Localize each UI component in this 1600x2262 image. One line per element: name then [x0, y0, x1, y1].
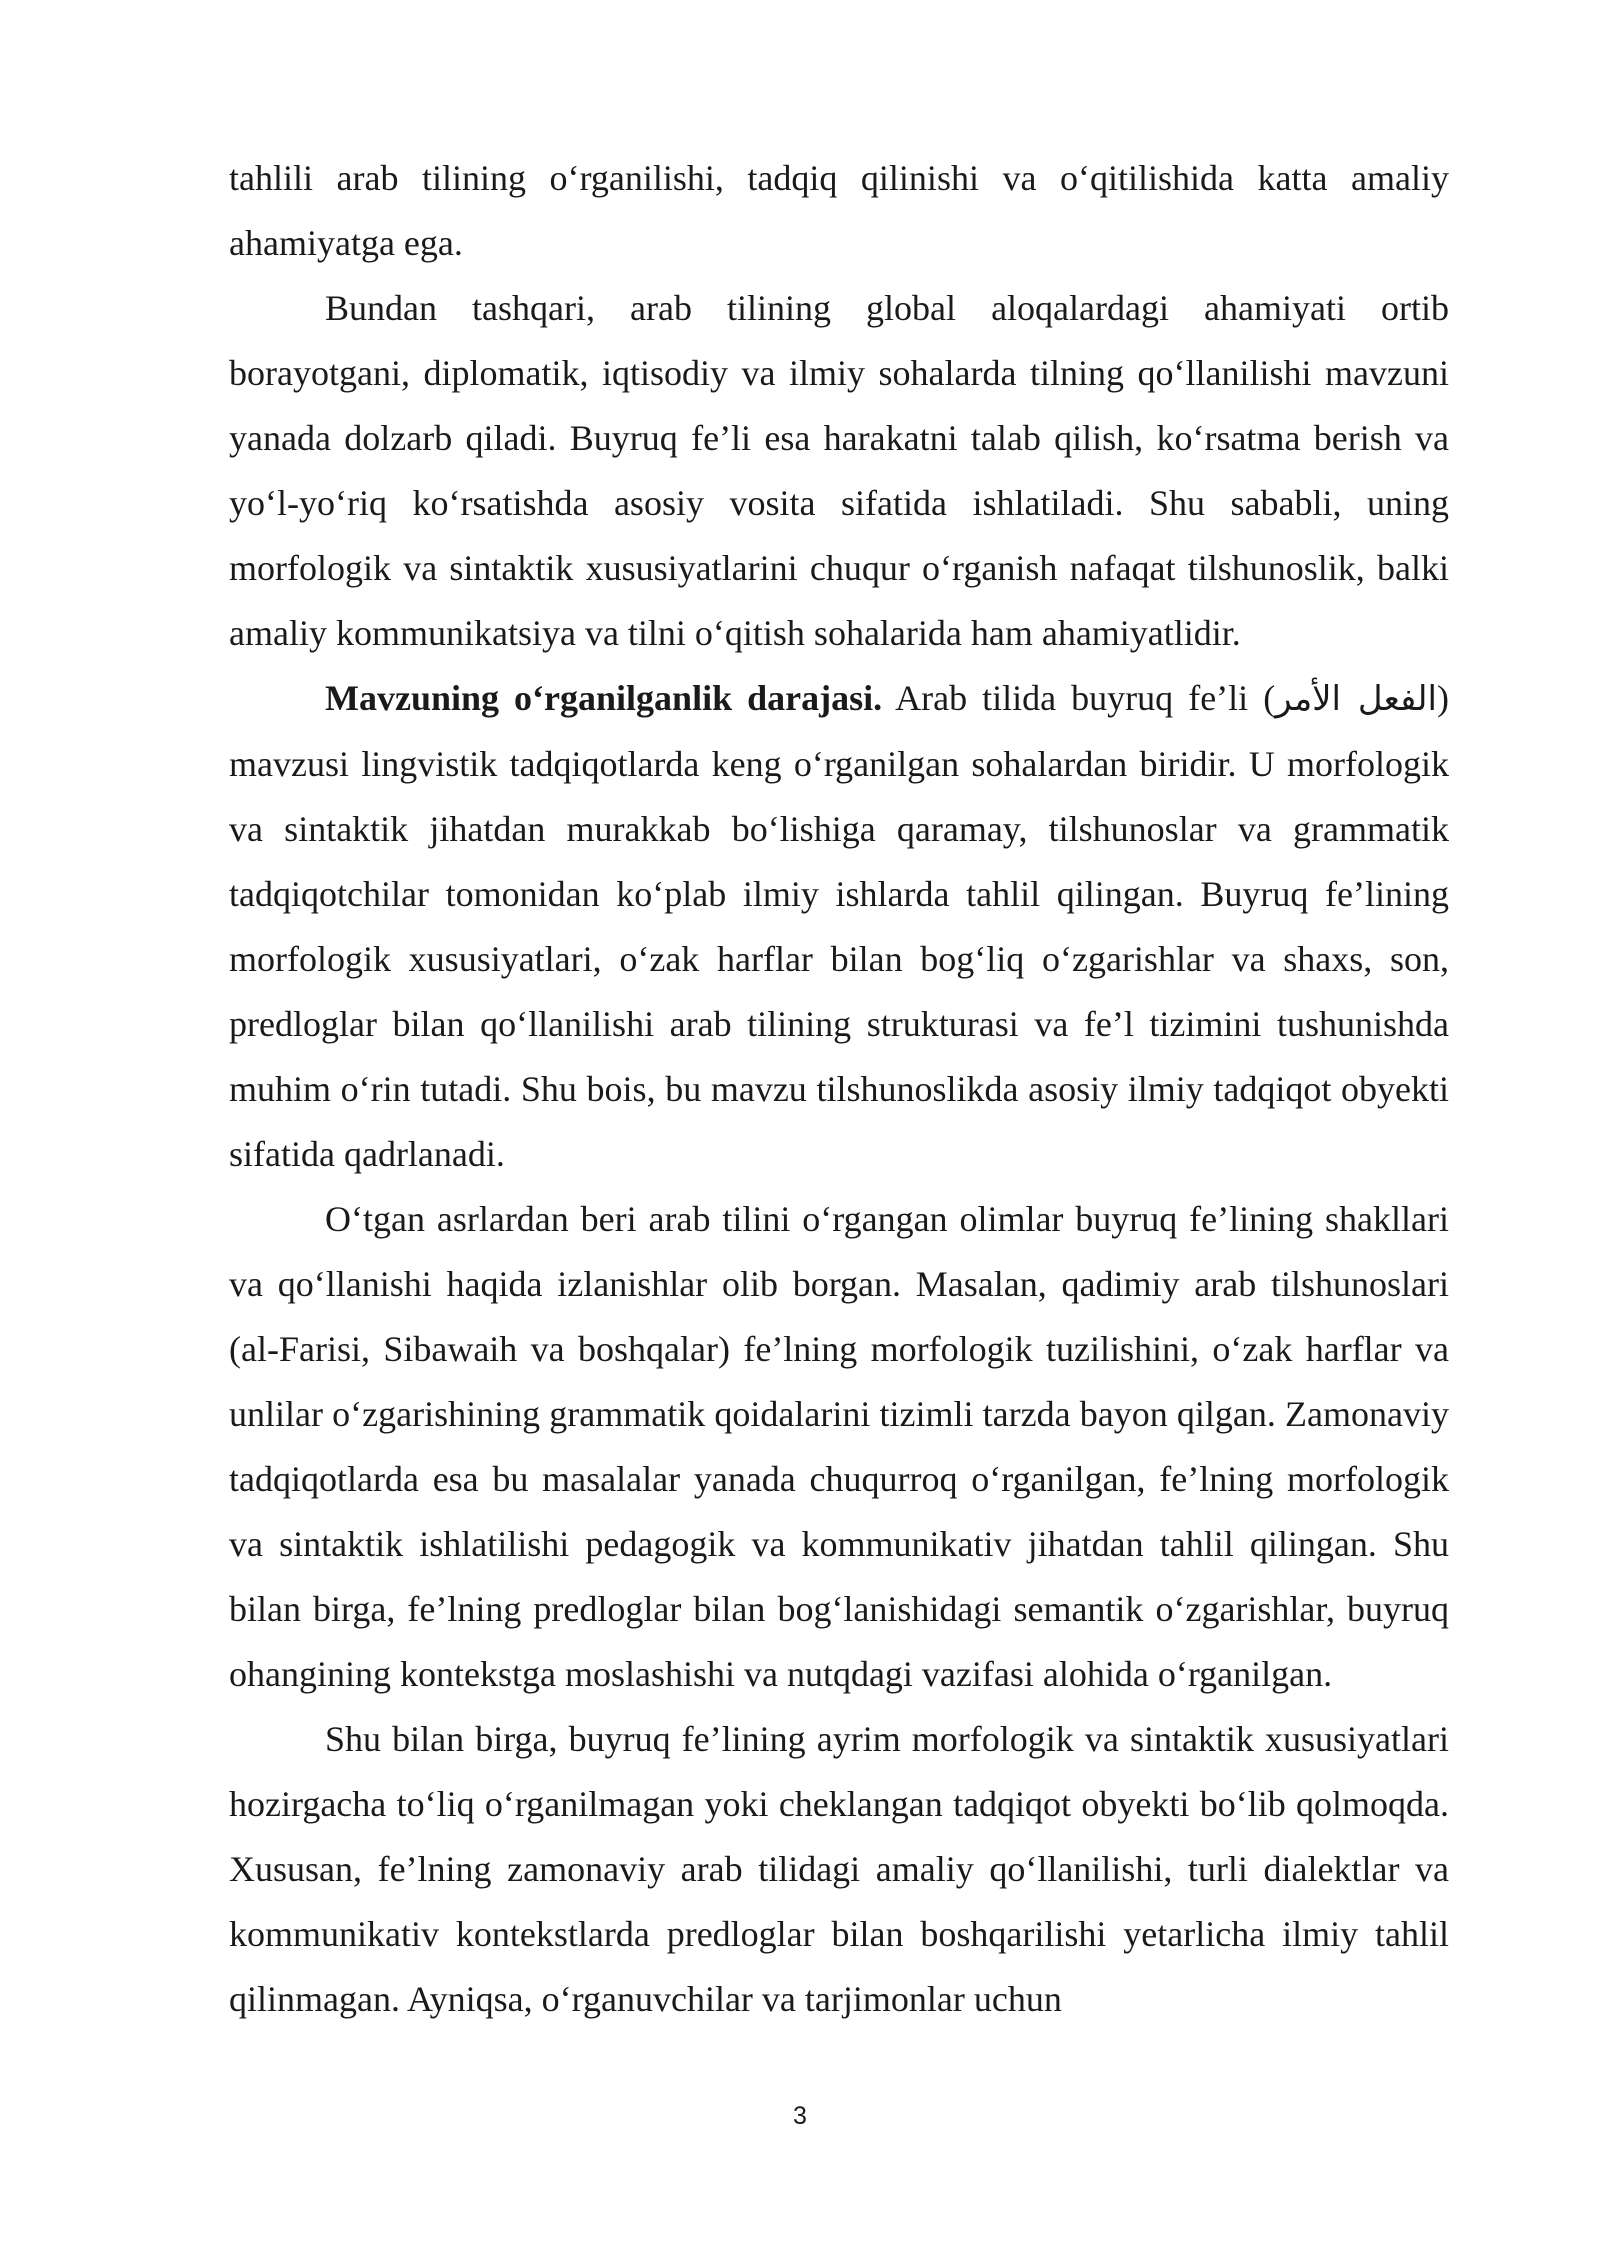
paragraph-research-degree: [229, 666, 1449, 1187]
arabic-term: الفعل الأمر: [1275, 679, 1437, 719]
paragraph-history: O‘tgan asrlardan beri arab tilini o‘rgangan olimlar buyruq fe’lining shakllari va qo‘llanishi haqida izlanishlar olib borgan. Masalan, qadimiy arab tilshunoslari (al-Farisi, Sibawaih va boshqalar) fe’lning morfologik tuzilishini, o‘zak harflar va unlilar o‘zgarishining grammatik qoidalarini tizimli tarzda bayon qilgan. Zamonaviy tadqiqotlarda esa bu masalalar yanada chuqurroq o‘rganilgan, fe’lning morfologik va sintaktik ishlatilishi pedagogik va kommunikativ jihatdan tahlil qilingan. Shu bilan birga, fe’lning predloglar bilan bog‘lanishidagi semantik o‘zgarishlar, buyruq ohangining kontekstga moslashishi va nutqdagi vazifasi alohida o‘rganilgan.: [229, 1199, 1449, 1694]
page-number: 3: [793, 2102, 807, 2130]
paragraph-gaps: Shu bilan birga, buyruq fe’lining ayrim morfologik va sintaktik xususiyatlari hozirgacha to‘liq o‘rganilmagan yoki cheklangan tadqiqot obyekti bo‘lib qolmoqda. Xususan, fe’lning zamonaviy arab tilidagi amaliy qo‘llanilishi, turli dialektlar va kommunikativ kontekstlarda predloglar bilan boshqarilishi yetarlicha ilmiy tahlil qilinmagan. Ayniqsa, o‘rganuvchilar va tarjimonlar uchun: [229, 1719, 1449, 2019]
paragraph-text: ) mavzusi lingvistik tadqiqotlarda keng o‘rganilgan sohalardan biridir. U morfologik va sintaktik jihatdan murakkab bo‘lishiga qaramay, tilshunoslar va grammatik tadqiqotchilar tomonidan ko‘plab ilmiy ishlarda tahlil qilingan. Buyruq fe’lining morfologik xususiyatlari, o‘zak harflar bilan bog‘liq o‘zgarishlar va shaxs, son, predloglar bilan qo‘llanilishi arab tilining strukturasi va fe’l tizimini tushunishda muhim o‘rin tutadi. Shu bois, bu mavzu tilshunoslikda asosiy ilmiy tadqiqot obyekti sifatida qadrlanadi.: [229, 678, 1449, 1174]
document-page: [229, 146, 1449, 2032]
paragraph-continuation: tahlili arab tilining o‘rganilishi, tadqiq qilinishi va o‘qitilishida katta amaliy ahamiyatga ega.: [229, 158, 1449, 263]
paragraph-text: Arab tilida buyruq fe’li (: [882, 678, 1276, 718]
paragraph-relevance: Bundan tashqari, arab tilining global aloqalardagi ahamiyati ortib borayotgani, diplomatik, iqtisodiy va ilmiy sohalarda tilning qo‘llanilishi mavzuni yanada dolzarb qiladi. Buyruq fe’li esa harakatni talab qilish, ko‘rsatma berish va yo‘l-yo‘riq ko‘rsatishda asosiy vosita sifatida ishlatiladi. Shu sababli, uning morfologik va sintaktik xususiyatlarini chuqur o‘rganish nafaqat tilshunoslik, balki amaliy kommunikatsiya va tilni o‘qitish sohalarida ham ahamiyatlidir.: [229, 288, 1449, 653]
section-heading-inline: Mavzuning o‘rganilganlik darajasi.: [325, 678, 883, 718]
